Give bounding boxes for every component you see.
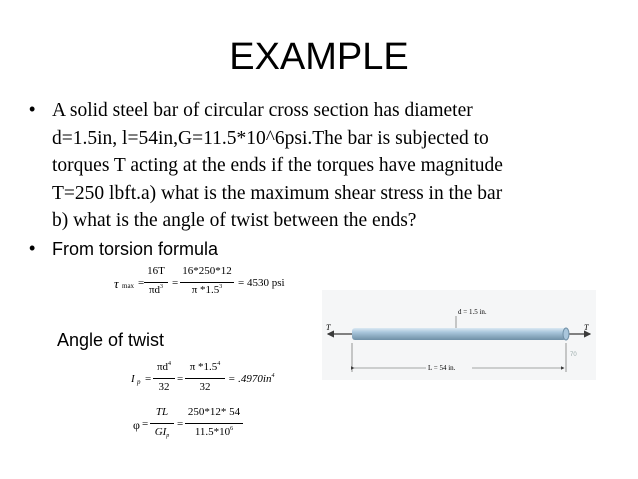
ip-fraction-1-denominator: 32 (158, 381, 170, 393)
ip-fraction-2-numerator: π $*1.5^4$ (189, 361, 221, 373)
phi-fraction-1-bar (150, 423, 174, 424)
bullet-marker-2: • (29, 238, 36, 258)
bar-end-cap (563, 328, 569, 340)
phi-fraction-2-denominator: $11.5*10^6$ (194, 426, 234, 438)
ip-fraction-2-bar (185, 378, 225, 379)
diameter-label: d = 1.5 in. (458, 308, 487, 316)
tau-subscript: max (122, 282, 135, 290)
tau-fraction-1-denominator: $\pi d^3$ (148, 284, 164, 296)
angle-of-twist-label: Angle of twist (57, 330, 165, 350)
tau-fraction-1-bar (144, 282, 168, 283)
phi-equals: = (142, 418, 149, 430)
ip-equals: = (145, 373, 152, 385)
tau-equals: = (138, 277, 145, 289)
phi-equals-2: = (177, 418, 184, 430)
tau-equals-2: = (172, 277, 179, 289)
bullet-marker-1: • (29, 99, 36, 119)
angle-of-twist-equation (133, 405, 293, 445)
phi-fraction-1-denominator: $GI_p$ (154, 426, 170, 439)
right-torque-label: T (584, 323, 589, 332)
torsion-bar-diagram (322, 290, 596, 380)
figure-number: 70 (570, 352, 577, 358)
phi-fraction-2-numerator: 250*12* 54 (187, 406, 241, 418)
torsion-formula-label: From torsion formula (52, 239, 219, 259)
left-torque-label: T (326, 323, 331, 332)
ip-subscript: p (137, 378, 141, 386)
ip-equals-2: = (177, 373, 184, 385)
tau-fraction-2-bar (180, 282, 234, 283)
ip-fraction-2-denominator: 32 (199, 381, 211, 393)
phi-symbol: φ (133, 418, 140, 432)
polar-moment-equation (131, 360, 311, 400)
ip-result: = $.4970in^4$ (228, 373, 275, 385)
bar-figure (322, 290, 596, 380)
steel-bar (352, 328, 566, 340)
problem-statement: A solid steel bar of circular cross section has diameter d=1.5in, l=54in,G=11.5*10^6psi.The bar is subjected to torques T acting at the ends if the torques have magnitude T=250 lbft.a) what is the maximum shear stress in the bar b) what is the angle of twist between the ends? (52, 100, 503, 231)
slide-title: EXAMPLE (229, 36, 409, 78)
phi-fraction-1-numerator: TL (155, 406, 169, 418)
tau-result: = 4530 psi (238, 277, 285, 289)
tau-fraction-2-numerator: 16*250*12 (182, 265, 232, 277)
ip-fraction-1-numerator: $\pi d^4$ (156, 361, 172, 373)
tau-symbol: τ (114, 276, 119, 291)
tau-fraction-1-numerator: 16T (147, 265, 165, 277)
ip-symbol: I (131, 373, 135, 385)
shear-stress-equation (114, 262, 314, 306)
tau-fraction-2-denominator: π $*1.5^3$ (191, 284, 223, 296)
phi-fraction-2-bar (185, 423, 243, 424)
length-label: L = 54 in. (428, 364, 456, 372)
ip-fraction-1-bar (153, 378, 175, 379)
